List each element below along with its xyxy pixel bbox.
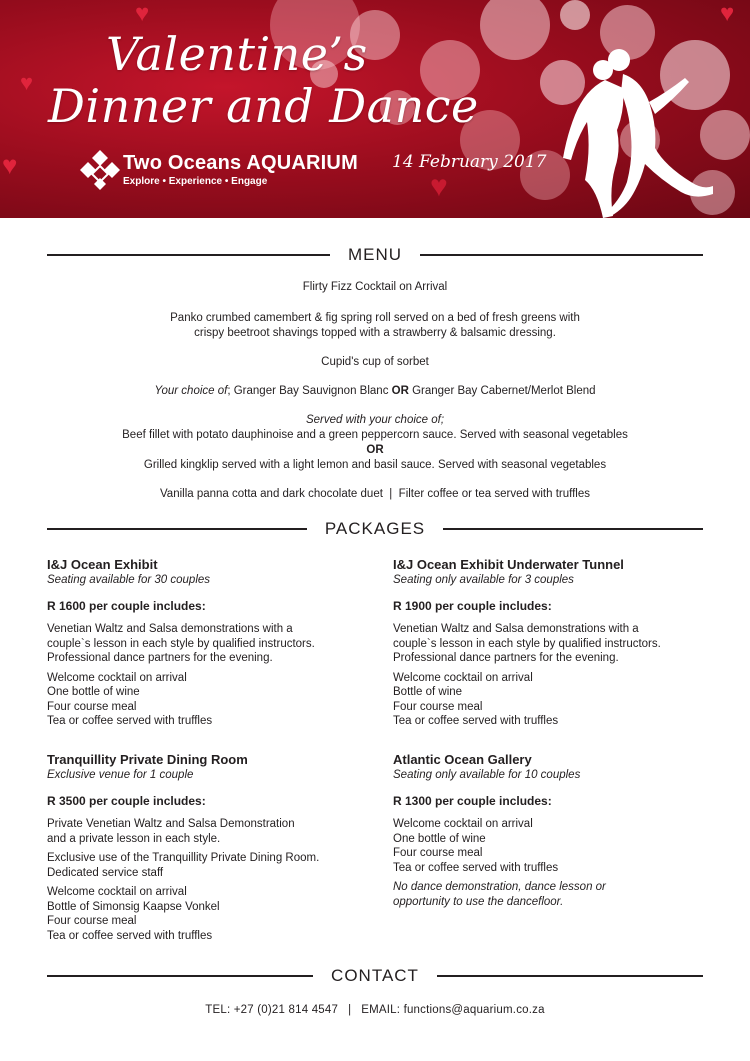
menu-starter-line-1: Panko crumbed camembert & fig spring roll served on a bed of fresh greens with [170, 312, 580, 324]
package-price: R 3500 per couple includes: [47, 793, 206, 808]
demo-line: Private Venetian Waltz and Salsa Demonstration [47, 818, 295, 830]
package-ocean-exhibit [47, 557, 377, 734]
heart-icon: ♥ [2, 150, 18, 180]
inclusion-item: Bottle of wine [393, 686, 463, 698]
inclusion-item: Four course meal [393, 847, 483, 859]
demo-line: Venetian Waltz and Salsa demonstrations with a [393, 623, 639, 635]
demo-line: Professional dance partners for the evening. [393, 652, 619, 664]
package-title: I&J Ocean Exhibit [47, 557, 158, 572]
package-demo [393, 622, 723, 666]
menu-main-or [40, 443, 710, 458]
menu-starter-line-2: crispy beetroot shavings topped with a strawberry & balsamic dressing. [194, 327, 556, 339]
inclusion-item: Tea or coffee served with truffles [47, 715, 213, 727]
divider [47, 254, 330, 256]
package-inclusions [393, 817, 723, 875]
package-private-dining [47, 752, 377, 948]
package-title: Atlantic Ocean Gallery [393, 752, 532, 767]
menu-wine-choice [40, 384, 710, 399]
note-line: opportunity to use the dancefloor. [393, 895, 564, 908]
menu-section-heading [47, 243, 703, 267]
event-date: 14 February 2017 [392, 152, 547, 172]
package-demo [47, 622, 377, 666]
package-note [393, 880, 723, 909]
wine-option-2: Granger Bay Cabernet/Merlot Blend [408, 385, 596, 397]
divider [47, 528, 307, 530]
wine-or: OR [391, 385, 409, 397]
package-price: R 1300 per couple includes: [393, 793, 552, 808]
aquarium-logo-icon [78, 148, 122, 192]
heart-icon: ♥ [430, 170, 448, 203]
demo-line: couple`s lesson in each style by qualified instructors. [47, 637, 315, 650]
inclusion-item: Bottle of Simonsig Kaapse Vonkel [47, 900, 220, 913]
package-inclusions [47, 671, 377, 729]
demo-line: Venetian Waltz and Salsa demonstrations with a [47, 623, 293, 635]
package-exclusive [47, 851, 377, 880]
inclusion-item: One bottle of wine [47, 686, 140, 698]
packages-heading: PACKAGES [324, 519, 426, 538]
contact-details [0, 1004, 750, 1016]
menu-main-option-2: Grilled kingklip served with a light lemon and basil sauce. Served with seasonal vegetables [143, 459, 607, 471]
package-price: R 1600 per couple includes: [47, 598, 206, 613]
inclusion-item: One bottle of wine [393, 832, 486, 845]
package-price: R 1900 per couple includes: [393, 598, 552, 613]
menu-sorbet: Cupid's cup of sorbet [321, 356, 429, 368]
event-title-line-2: Dinner and Dance [48, 79, 479, 133]
package-subtitle: Seating available for 30 couples [47, 574, 211, 586]
event-title-line-1: Valentine’s [106, 27, 368, 81]
brand-name-part2: AQUARIUM [246, 152, 358, 174]
menu-items [40, 280, 710, 502]
package-title: I&J Ocean Exhibit Underwater Tunnel [393, 557, 624, 572]
demo-line: Professional dance partners for the evening. [47, 652, 273, 664]
contact-section-heading [47, 964, 703, 988]
demo-line: couple`s lesson in each style by qualified instructors. [393, 637, 661, 650]
brand-name-part1: Two Oceans [123, 152, 247, 174]
inclusion-item: Welcome cocktail on arrival [393, 671, 533, 684]
header-banner [0, 0, 750, 218]
menu-dessert: Vanilla panna cotta and dark chocolate duet | Filter coffee or tea served with truffles [159, 488, 590, 500]
wine-prefix: Your choice of [154, 385, 228, 397]
inclusion-item: Four course meal [47, 915, 137, 927]
inclusion-item: Four course meal [393, 700, 483, 713]
contact-separator: | [348, 1004, 352, 1016]
package-atlantic-gallery [393, 752, 723, 914]
menu-heading: MENU [347, 245, 403, 264]
inclusion-item: Tea or coffee served with truffles [47, 929, 213, 942]
demo-line: and a private lesson in each style. [47, 832, 221, 845]
package-inclusions [393, 671, 723, 729]
package-title: Tranquillity Private Dining Room [47, 752, 248, 767]
main-intro-text: Served with your choice of; [305, 414, 445, 426]
menu-main-option-1: Beef fillet with potato dauphinoise and a green peppercorn sauce. Served with seasonal vegetables [122, 429, 628, 441]
exclusive-line: Dedicated service staff [47, 866, 164, 879]
note-line: No dance demonstration, dance lesson or [393, 881, 606, 893]
menu-main-intro [40, 413, 710, 428]
package-inclusions [47, 885, 377, 943]
contact-telephone[interactable]: TEL: +27 (0)21 814 4547 [205, 1004, 339, 1016]
menu-welcome-drink: Flirty Fizz Cocktail on Arrival [302, 281, 448, 293]
divider [420, 254, 703, 256]
inclusion-item: Welcome cocktail on arrival [393, 818, 533, 830]
divider [437, 975, 703, 977]
event-title [48, 28, 479, 132]
divider [443, 528, 703, 530]
inclusion-item: Welcome cocktail on arrival [47, 886, 187, 898]
package-underwater-tunnel [393, 557, 723, 734]
main-or-text: OR [366, 444, 384, 456]
brand-tagline: Explore • Experience • Engage [123, 176, 268, 187]
heart-icon: ♥ [135, 0, 150, 27]
heart-icon: ♥ [720, 0, 735, 27]
package-subtitle: Seating only available for 3 couples [393, 574, 574, 586]
package-subtitle: Exclusive venue for 1 couple [47, 769, 194, 781]
package-demo [47, 817, 377, 846]
dancing-couple-silhouette [545, 40, 715, 218]
divider [47, 975, 313, 977]
contact-email[interactable]: EMAIL: functions@aquarium.co.za [361, 1004, 545, 1016]
exclusive-line: Exclusive use of the Tranquillity Private Dining Room. [47, 852, 320, 864]
inclusion-item: Welcome cocktail on arrival [47, 671, 187, 684]
wine-option-1: ; Granger Bay Sauvignon Blanc [227, 385, 392, 397]
inclusion-item: Tea or coffee served with truffles [393, 715, 559, 727]
packages-section-heading [47, 517, 703, 541]
package-subtitle: Seating only available for 10 couples [393, 769, 581, 781]
contact-heading: CONTACT [331, 966, 419, 985]
heart-icon: ♥ [20, 70, 34, 95]
inclusion-item: Four course meal [47, 700, 137, 713]
aquarium-brand [123, 152, 358, 187]
inclusion-item: Tea or coffee served with truffles [393, 861, 559, 874]
